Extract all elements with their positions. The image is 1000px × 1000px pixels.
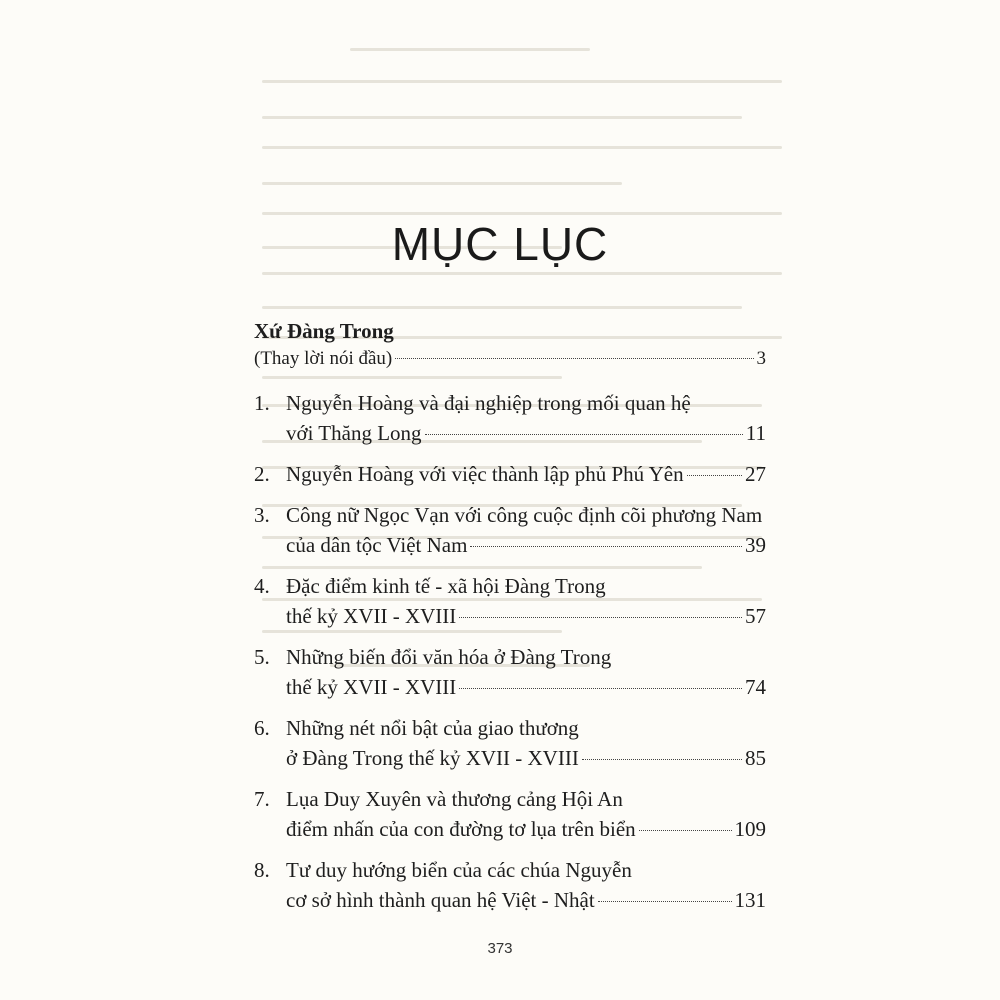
entry-body	[286, 571, 766, 631]
show-through-line	[350, 48, 590, 51]
toc-entry	[254, 459, 766, 489]
entry-leader-line	[286, 418, 766, 448]
page-title: MỤC LỤC	[391, 217, 609, 270]
entry-title-line1: Lụa Duy Xuyên và thương cảng Hội An	[286, 787, 623, 811]
entry-page: 109	[734, 817, 766, 841]
show-through-line	[262, 80, 782, 83]
toc-entry	[254, 388, 766, 448]
dot-leader	[459, 617, 742, 618]
show-through-line	[262, 182, 622, 185]
entry-title-line1: Nguyễn Hoàng với việc thành lập phủ Phú Yên	[286, 462, 684, 486]
entry-title-line2: thế kỷ XVII - XVIII	[286, 675, 457, 699]
entry-page: 85	[745, 746, 766, 770]
dot-leader	[639, 830, 732, 831]
entry-title-line2: của dân tộc Việt Nam	[286, 533, 468, 557]
entry-body	[286, 500, 766, 560]
entry-page: 11	[745, 421, 766, 445]
show-through-line	[262, 146, 782, 149]
entry-page: 74	[745, 675, 766, 699]
intro-heading: Xứ Đàng Trong	[254, 319, 394, 343]
intro-line	[254, 344, 766, 374]
show-through-line	[262, 306, 742, 309]
entry-leader-line	[286, 601, 766, 631]
entry-leader-line	[286, 743, 766, 773]
toc-entry	[254, 571, 766, 631]
entry-title-line1: Công nữ Ngọc Vạn với công cuộc định cõi phương Nam	[286, 503, 763, 527]
entry-number: 4.	[254, 574, 270, 598]
entry-leader-line	[286, 530, 766, 560]
toc-entry	[254, 713, 766, 773]
entry-page: 131	[734, 888, 766, 912]
dot-leader	[395, 358, 753, 359]
show-through-line	[262, 272, 782, 275]
entry-body	[286, 855, 766, 915]
dot-leader	[470, 546, 742, 547]
entry-page: 57	[745, 604, 766, 628]
entry-title-line2: điểm nhấn của con đường tơ lụa trên biển	[286, 817, 636, 841]
dot-leader	[425, 434, 743, 435]
entry-leader-line	[286, 672, 766, 702]
entry-body	[286, 642, 766, 702]
entry-body	[286, 388, 766, 448]
dot-leader	[687, 475, 742, 476]
entry-body	[286, 459, 766, 489]
entry-title-line2: ở Đàng Trong thế kỷ XVII - XVIII	[286, 746, 579, 770]
toc-entry	[254, 784, 766, 844]
intro-page: 3	[756, 348, 766, 369]
entry-title-line2: cơ sở hình thành quan hệ Việt - Nhật	[286, 888, 595, 912]
table-of-contents	[254, 318, 766, 926]
entry-number: 8.	[254, 858, 270, 882]
entry-title-line1: Những biến đổi văn hóa ở Đàng Trong	[286, 645, 612, 669]
entry-leader-line	[286, 885, 766, 915]
toc-entry	[254, 855, 766, 915]
entry-title-line2: thế kỷ XVII - XVIII	[286, 604, 457, 628]
entry-title-line1: Đặc điểm kinh tế - xã hội Đàng Trong	[286, 574, 606, 598]
page-number: 373	[487, 940, 513, 957]
intro-subtitle: (Thay lời nói đầu)	[254, 348, 393, 369]
entry-number: 7.	[254, 787, 270, 811]
toc-entry	[254, 642, 766, 702]
toc-entry	[254, 500, 766, 560]
entry-number: 5.	[254, 645, 270, 669]
dot-leader	[598, 901, 732, 902]
entry-title-line1: Nguyễn Hoàng và đại nghiệp trong mối quan hệ	[286, 391, 691, 415]
toc-intro	[254, 318, 766, 374]
entry-number: 6.	[254, 716, 270, 740]
entry-number: 2.	[254, 462, 270, 486]
entry-number: 1.	[254, 391, 270, 415]
entry-title-line1: Những nét nổi bật của giao thương	[286, 716, 579, 740]
entry-leader-line	[286, 459, 766, 489]
show-through-line	[262, 116, 742, 119]
show-through-line	[262, 212, 782, 215]
entry-title-line1: Tư duy hướng biển của các chúa Nguyễn	[286, 858, 632, 882]
entry-body	[286, 713, 766, 773]
dot-leader	[582, 759, 742, 760]
entry-page: 39	[745, 533, 766, 557]
toc-entries	[254, 388, 766, 915]
entry-number: 3.	[254, 503, 270, 527]
entry-leader-line	[286, 814, 766, 844]
entry-title-line2: với Thăng Long	[286, 421, 422, 445]
dot-leader	[459, 688, 742, 689]
entry-body	[286, 784, 766, 844]
entry-page: 27	[745, 462, 766, 486]
